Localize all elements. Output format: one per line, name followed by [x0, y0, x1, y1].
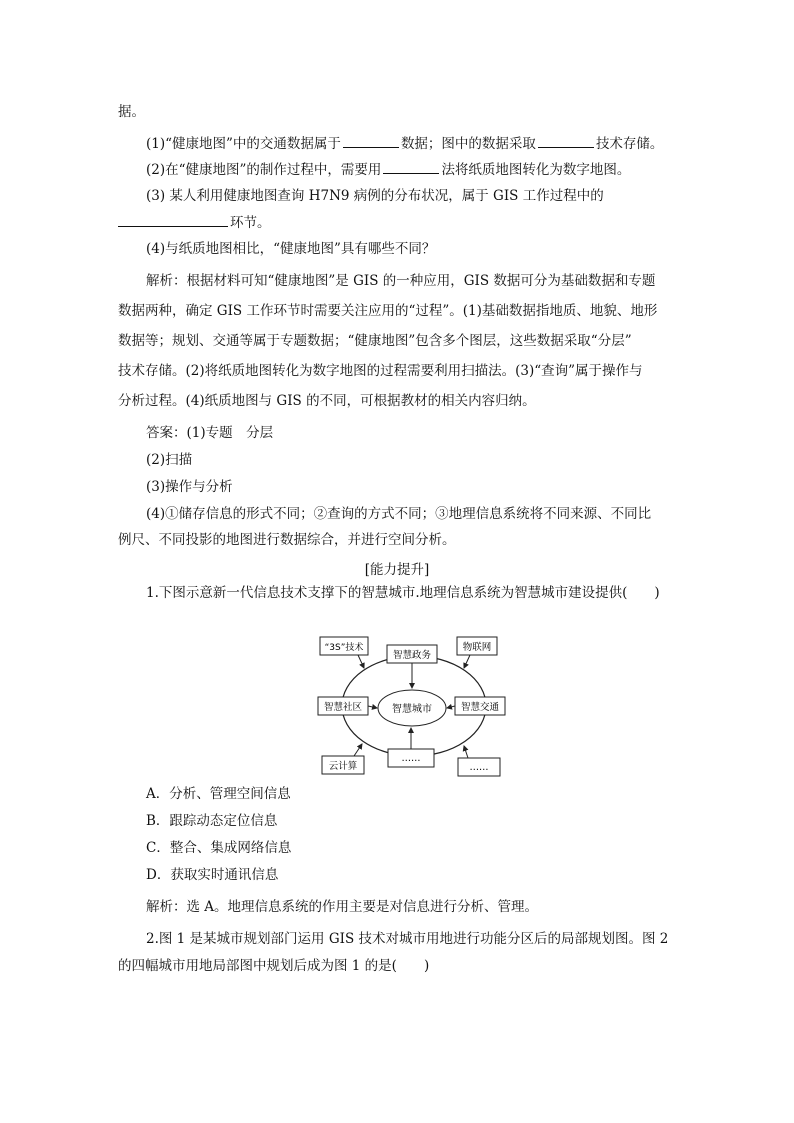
answer-line: 答案：(1)专题 分层 [146, 425, 274, 441]
community-label: 智慧社区 [323, 702, 363, 713]
analysis-line: 数据两种，确定 GIS 工作环节时需要关注应用的“过程”。(1)基础数据指地质、地貌、地形 [118, 303, 658, 319]
iot-label: 物联网 [462, 642, 492, 653]
question-3: (3) 某人利用健康地图查询 H7N9 病例的分布状况，属于 GIS 工作过程中的 [146, 188, 604, 204]
question-3-continued [118, 213, 271, 232]
answer-blank [118, 213, 228, 227]
tech-3s-label: “3S”技术 [324, 643, 364, 653]
option-c: C．整合、集成网络信息 [146, 840, 292, 856]
option-d: D．获取实时通讯信息 [146, 867, 279, 883]
analysis-line: 解析：根据材料可知“健康地图”是 GIS 的一种应用，GIS 数据可分为基础数据和专题 [146, 273, 656, 289]
answer-blank [343, 134, 399, 148]
question-2-part-b: 法将纸质地图转化为数字地图。 [441, 162, 631, 178]
question-2-part-a: (2)在“健康地图”的制作过程中，需要用 [146, 162, 382, 178]
mc2-stem-line: 2.图 1 是某城市规划部门运用 GIS 技术对城市用地进行功能分区后的局部规划图。图 2 [146, 931, 669, 947]
center-node-label: 智慧城市 [392, 704, 432, 715]
mc1-stem: 1.下图示意新一代信息技术支撑下的智慧城市.地理信息系统为智慧城市建设提供( ) [146, 585, 660, 601]
traffic-label: 智慧交通 [460, 702, 500, 713]
answer-line: (2)扫描 [146, 452, 193, 468]
option-b: B．跟踪动态定位信息 [146, 813, 278, 829]
mc2-stem-line: 的四幅城市用地局部图中规划后成为图 1 的是( ) [118, 958, 430, 974]
question-3-part-b: 环节。 [230, 215, 271, 231]
answer-line: 例尺、不同投影的地图进行数据综合，并进行空间分析。 [118, 532, 456, 548]
option-a: A．分析、管理空间信息 [146, 786, 291, 802]
section-title: [能力提升] [364, 562, 430, 578]
smart-city-diagram [300, 632, 520, 780]
question-2 [146, 160, 630, 179]
answer-blank [383, 160, 439, 174]
question-1-part-c: 技术存储。 [595, 136, 664, 152]
analysis-line: 分析过程。(4)纸质地图与 GIS 的不同，可根据教材的相关内容归纳。 [118, 393, 536, 409]
analysis-line: 数据等；规划、交通等属于专题数据；“健康地图”包含多个图层，这些数据采取“分层” [118, 333, 632, 349]
bottom-right-label: …… [469, 762, 489, 773]
analysis-line: 技术存储。(2)将纸质地图转化为数字地图的过程需要利用扫描法。(3)“查询”属于操作与 [118, 363, 643, 379]
answer-line: (4)①储存信息的形式不同；②查询的方式不同；③地理信息系统将不同来源、不同比 [146, 506, 652, 522]
bottom-mid-label: …… [401, 753, 421, 764]
question-1 [146, 134, 663, 153]
question-1-part-b: 数据；图中的数据采取 [400, 136, 536, 152]
answer-blank [538, 134, 594, 148]
text-fragment: 据。 [118, 104, 145, 120]
mc1-analysis: 解析：选 A。地理信息系统的作用主要是对信息进行分析、管理。 [146, 899, 539, 915]
gov-label: 智慧政务 [392, 650, 432, 661]
question-1-part-a: (1)“健康地图”中的交通数据属于 [146, 136, 341, 152]
cloud-label: 云计算 [328, 761, 358, 772]
question-4: (4)与纸质地图相比，“健康地图”具有哪些不同？ [146, 241, 436, 257]
answer-line: (3)操作与分析 [146, 479, 233, 495]
